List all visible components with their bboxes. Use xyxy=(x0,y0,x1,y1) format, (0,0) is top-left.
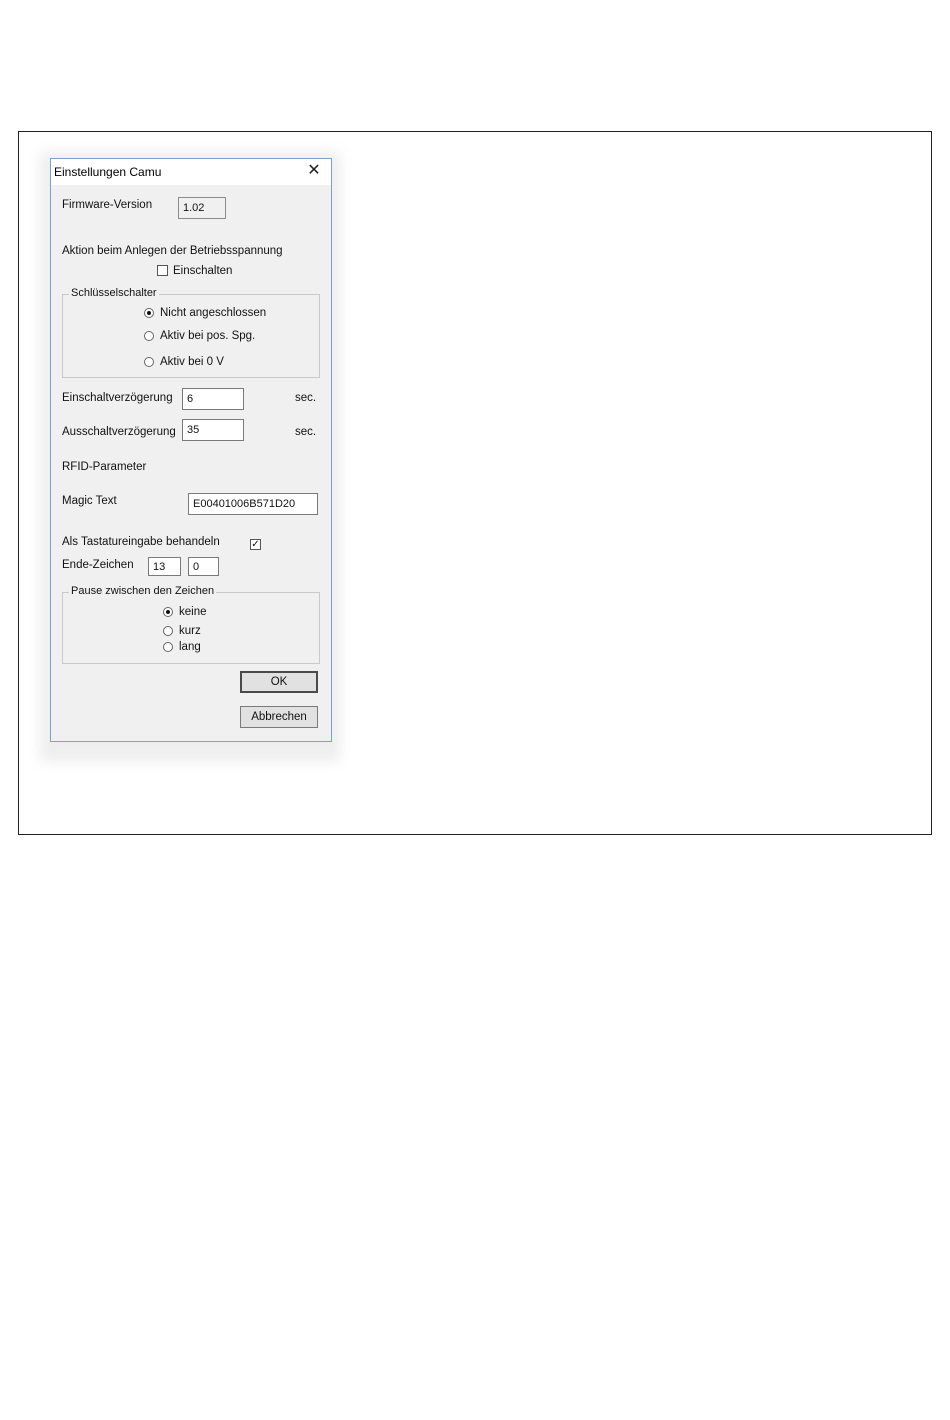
on-delay-label: Einschaltverzögerung xyxy=(62,392,173,404)
option-label: lang xyxy=(179,641,201,653)
radio-keine[interactable] xyxy=(163,607,173,617)
option-label: keine xyxy=(179,606,207,618)
end-char-2-input[interactable] xyxy=(188,557,219,576)
off-delay-label: Ausschaltverzögerung xyxy=(62,426,176,438)
option-label: Aktiv bei pos. Spg. xyxy=(160,330,256,342)
magic-text-label: Magic Text xyxy=(62,495,117,507)
off-delay-unit: sec. xyxy=(295,426,317,438)
key-switch-title: Schlüsselschalter xyxy=(71,287,157,299)
radio-lang[interactable] xyxy=(163,642,173,652)
dialog-titlebar[interactable] xyxy=(51,159,331,185)
keyboard-input-checkbox[interactable]: ✓ xyxy=(251,539,260,550)
end-chars-label: Ende-Zeichen xyxy=(62,559,134,571)
einschalten-label: Einschalten xyxy=(173,265,233,277)
on-delay-unit: sec. xyxy=(295,392,317,404)
einschalten-checkbox[interactable] xyxy=(157,265,168,276)
ok-button[interactable]: OK xyxy=(240,671,318,693)
dialog-title: Einstellungen Camu xyxy=(54,165,162,179)
keyboard-input-label: Als Tastatureingabe behandeln xyxy=(62,536,220,548)
end-char-1-input[interactable] xyxy=(148,557,181,576)
option-label: Aktiv bei 0 V xyxy=(160,356,224,368)
settings-dialog xyxy=(50,158,332,742)
radio-aktiv-0v[interactable] xyxy=(144,357,154,367)
off-delay-input[interactable] xyxy=(182,419,244,441)
option-label: Nicht angeschlossen xyxy=(160,307,267,319)
firmware-version-field xyxy=(178,197,226,219)
on-delay-input[interactable] xyxy=(182,388,244,410)
radio-kurz[interactable] xyxy=(163,626,173,636)
magic-text-input[interactable] xyxy=(188,493,318,515)
close-icon[interactable]: ✕ xyxy=(307,162,321,179)
pause-title: Pause zwischen den Zeichen xyxy=(71,585,215,597)
radio-aktiv-pos[interactable] xyxy=(144,331,154,341)
option-label: kurz xyxy=(179,625,201,637)
power-action-label: Aktion beim Anlegen der Betriebsspannung xyxy=(62,245,283,257)
radio-nicht-angeschlossen[interactable] xyxy=(144,308,154,318)
cancel-button[interactable]: Abbrechen xyxy=(240,706,318,728)
rfid-parameter-label: RFID-Parameter xyxy=(62,461,147,473)
firmware-label: Firmware-Version xyxy=(62,199,153,211)
